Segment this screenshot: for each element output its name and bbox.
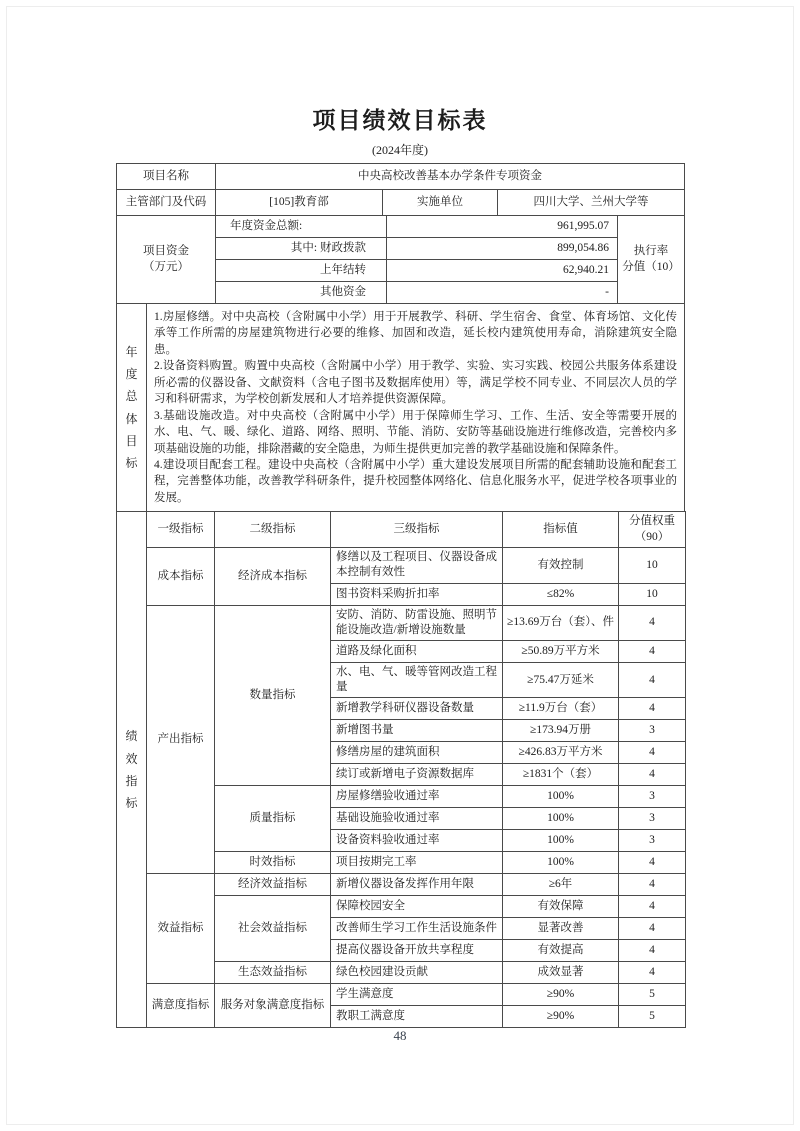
indicator-value: 100%: [503, 852, 619, 874]
annual-goals-side-label: 年度总体目标: [117, 304, 147, 512]
table-row: [117, 874, 686, 896]
indicator-value: 100%: [503, 808, 619, 830]
table-row: [117, 548, 686, 583]
project-name-label: 项目名称: [117, 164, 216, 190]
impl-unit-label: 实施单位: [383, 190, 498, 216]
l3-indicator: 新增教学科研仪器设备数量: [331, 698, 503, 720]
l2-social-benefit: 社会效益指标: [215, 896, 331, 962]
l3-indicator: 教职工满意度: [331, 1006, 503, 1028]
indicator-weight: 4: [619, 662, 686, 697]
l3-indicator: 项目按期完工率: [331, 852, 503, 874]
goal-paragraph: 2.设备资料购置。购置中央高校（含附属中小学）用于教学、实验、实习实践、校园公共服务体系建设所必需的仪器设备、文献资料（含电子图书及数据库使用）等，满足学校不同专业、不同层次人员的学习和科研需求，为学校创新发展和人才培养提供资源保障。: [154, 360, 677, 406]
annual-goals-table: [116, 303, 685, 512]
l1-cost: 成本指标: [147, 548, 215, 605]
l3-indicator: 改善师生学习工作生活设施条件: [331, 918, 503, 940]
indicator-weight: 4: [619, 640, 686, 662]
indicator-weight: 4: [619, 962, 686, 984]
execution-rate-line2: 分值（10）: [622, 260, 680, 273]
l3-indicator: 保障校园安全: [331, 896, 503, 918]
indicator-value: ≥1831个（套）: [503, 764, 619, 786]
indicator-weight: 4: [619, 764, 686, 786]
indicator-value: ≥11.9万台（套）: [503, 698, 619, 720]
indicator-weight: 3: [619, 830, 686, 852]
indicator-value: ≥13.69万台（套）、件: [503, 605, 619, 640]
table-row: [117, 216, 685, 238]
indicator-weight: 4: [619, 852, 686, 874]
indicator-value: ≥90%: [503, 1006, 619, 1028]
l3-indicator: 设备资料验收通过率: [331, 830, 503, 852]
l1-benefit: 效益指标: [147, 874, 215, 984]
table-row: [117, 164, 685, 190]
header-weight-line1: 分值权重: [629, 515, 675, 528]
page-title: 项目绩效目标表: [312, 108, 488, 133]
l3-indicator: 水、电、气、暖等管网改造工程量: [331, 662, 503, 697]
l1-output: 产出指标: [147, 605, 215, 874]
header-l3: 三级指标: [331, 512, 503, 548]
indicator-weight: 4: [619, 940, 686, 962]
goal-paragraph: 4.建设项目配套工程。建设中央高校（含附属中小学）重大建设发展项目所需的配套辅助设施和配套工程，完善整体功能，改善教学科研条件，提升校园整体网络化、信息化服务水平，促进学校各项事业的发展。: [154, 458, 677, 504]
l3-indicator: 新增图书量: [331, 720, 503, 742]
l3-indicator: 修缮房屋的建筑面积: [331, 742, 503, 764]
funding-row-name: 其他资金: [216, 282, 387, 304]
indicator-weight: 4: [619, 874, 686, 896]
indicator-weight: 4: [619, 918, 686, 940]
indicator-weight: 4: [619, 896, 686, 918]
l2-service-satisfaction: 服务对象满意度指标: [215, 984, 331, 1028]
indicator-weight: 4: [619, 742, 686, 764]
funding-row-name: 年度资金总额:: [216, 216, 387, 238]
project-header-table: [116, 163, 685, 216]
dept-label: 主管部门及代码: [117, 190, 216, 216]
impl-unit-value: 四川大学、兰州大学等: [498, 190, 685, 216]
indicator-value: 显著改善: [503, 918, 619, 940]
indicator-value: 有效提高: [503, 940, 619, 962]
l3-indicator: 新增仪器设备发挥作用年限: [331, 874, 503, 896]
funding-row-value: 961,995.07: [387, 216, 618, 238]
execution-rate-line1: 执行率: [633, 245, 669, 258]
indicator-value: 100%: [503, 830, 619, 852]
l2-economic-benefit: 经济效益指标: [215, 874, 331, 896]
indicator-value: ≤82%: [503, 583, 619, 605]
indicator-weight: 3: [619, 786, 686, 808]
indicator-value: 成效显著: [503, 962, 619, 984]
table-row: [117, 984, 686, 1006]
header-weight-line2: （90）: [634, 530, 670, 543]
l3-indicator: 学生满意度: [331, 984, 503, 1006]
l2-timeliness: 时效指标: [215, 852, 331, 874]
funding-row-name: 上年结转: [216, 260, 387, 282]
funding-row-value: 899,054.86: [387, 238, 618, 260]
indicator-value: ≥50.89万平方米: [503, 640, 619, 662]
l3-indicator: 续订或新增电子资源数据库: [331, 764, 503, 786]
goal-paragraph: 3.基础设施改造。对中央高校（含附属中小学）用于保障师生学习、工作、生活、安全等需要开展的水、电、气、暖、绿化、道路、网络、照明、节能、消防、安防等基础设施进行维修改造，完善校内多项基础设施的功能，排除潜藏的安全隐患，为师生提供更加完善的教学基础设施和保障条件。: [154, 409, 677, 455]
indicator-weight: 4: [619, 698, 686, 720]
indicator-weight: 3: [619, 720, 686, 742]
funding-row-value: -: [387, 282, 618, 304]
table-row: [117, 304, 685, 512]
l3-indicator: 绿色校园建设贡献: [331, 962, 503, 984]
table-row: [117, 190, 685, 216]
header-l1: 一级指标: [147, 512, 215, 548]
project-name-value: 中央高校改善基本办学条件专项资金: [216, 164, 685, 190]
indicator-weight: 5: [619, 984, 686, 1006]
l2-ecological-benefit: 生态效益指标: [215, 962, 331, 984]
indicator-value: ≥426.83万平方米: [503, 742, 619, 764]
l3-indicator: 图书资料采购折扣率: [331, 583, 503, 605]
indicator-weight: 4: [619, 605, 686, 640]
indicators-side-label: 绩效指标: [117, 512, 147, 1028]
indicators-table: [116, 511, 686, 1028]
funding-table: [116, 215, 685, 304]
indicator-weight: 5: [619, 1006, 686, 1028]
goal-paragraph: 1.房屋修缮。对中央高校（含附属中小学）用于开展教学、科研、学生宿舍、食堂、体育场馆、文化传承等工作所需的房屋建筑物进行必要的维修、加固和改造，延长校内建筑使用寿命，消除建筑安全隐患。: [154, 311, 677, 356]
indicator-value: ≥6年: [503, 874, 619, 896]
dept-value: [105]教育部: [216, 190, 383, 216]
l1-satisfaction: 满意度指标: [147, 984, 215, 1028]
header-weight: [619, 512, 686, 548]
funding-label: [117, 216, 216, 304]
indicator-value: ≥75.47万延米: [503, 662, 619, 697]
page-subtitle: (2024年度): [372, 143, 428, 157]
indicator-value: 100%: [503, 786, 619, 808]
l2-quantity: 数量指标: [215, 605, 331, 786]
funding-row-value: 62,940.21: [387, 260, 618, 282]
funding-label-line2: （万元）: [143, 260, 189, 273]
performance-target-table: [116, 163, 685, 1028]
l3-indicator: 基础设施验收通过率: [331, 808, 503, 830]
indicator-value: 有效控制: [503, 548, 619, 583]
l2-economic-cost: 经济成本指标: [215, 548, 331, 605]
header-value: 指标值: [503, 512, 619, 548]
table-row: [117, 605, 686, 640]
indicator-weight: 10: [619, 548, 686, 583]
execution-rate-score-label: [618, 216, 685, 304]
l3-indicator: 修缮以及工程项目、仪器设备成本控制有效性: [331, 548, 503, 583]
l3-indicator: 安防、消防、防雷设施、照明节能设施改造/新增设施数量: [331, 605, 503, 640]
l3-indicator: 道路及绿化面积: [331, 640, 503, 662]
indicator-weight: 10: [619, 583, 686, 605]
indicator-weight: 3: [619, 808, 686, 830]
indicator-value: 有效保障: [503, 896, 619, 918]
l2-quality: 质量指标: [215, 786, 331, 852]
funding-row-name: 其中: 财政拨款: [216, 238, 387, 260]
indicator-value: ≥90%: [503, 984, 619, 1006]
header-l2: 二级指标: [215, 512, 331, 548]
l3-indicator: 房屋修缮验收通过率: [331, 786, 503, 808]
l3-indicator: 提高仪器设备开放共享程度: [331, 940, 503, 962]
funding-label-line1: 项目资金: [143, 245, 189, 258]
page-number: 48: [393, 1028, 407, 1043]
annual-goals-text: [147, 304, 685, 512]
indicator-value: ≥173.94万册: [503, 720, 619, 742]
indicators-header-row: [117, 512, 686, 548]
